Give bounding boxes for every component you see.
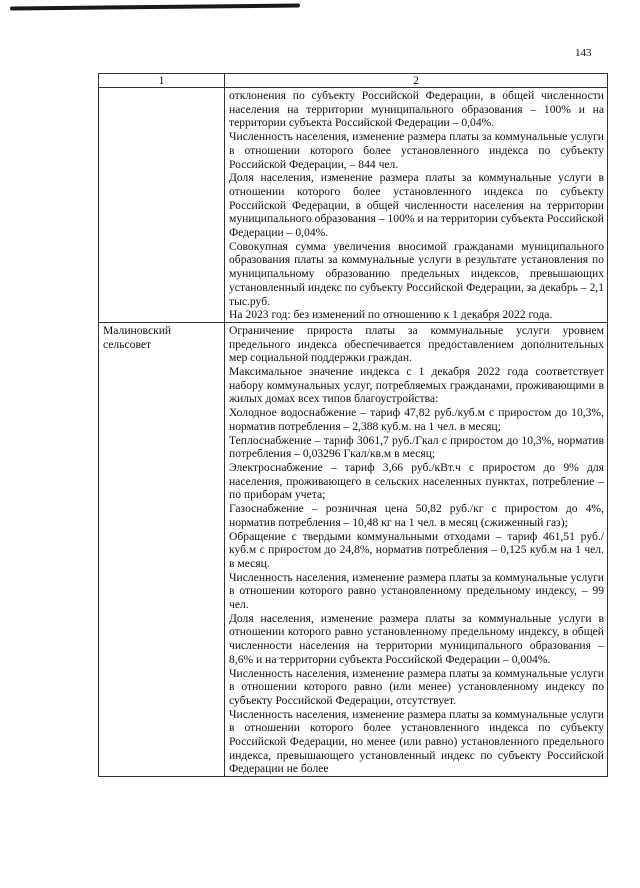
column-header: 2	[225, 74, 608, 88]
paragraph: Электроснабжение – тариф 3,66 руб./кВт.ч с приростом до 9% для населения, проживающего в сельских населенных пунктах, потребление – по приборам учета;	[229, 460, 604, 502]
paragraph: Газоснабжение – розничная цена 50,82 руб./кг с приростом до 4%, норматив потребления – 10,48 кг на 1 чел. в месяц (сжиженный газ);	[229, 502, 604, 529]
paragraph: Численность населения, изменение размера платы за коммунальные услуги в отношении которого равно установленному предельному индексу, – 99 чел.	[229, 570, 604, 612]
paragraph: Холодное водоснабжение – тариф 47,82 руб./куб.м с приростом до 10,3%, норматив потребления – 2,388 куб.м. на 1 чел. в месяц;	[229, 406, 604, 433]
document-table	[98, 73, 608, 777]
table-header-row	[99, 74, 608, 88]
paragraph: Доля населения, изменение размера платы за коммунальные услуги в отношении которого равно установленному предельному индексу, в общей численности населения на территории муниципального образования – 8,6% и на территории субъекта Российской Федерации – 0,004%.	[229, 611, 604, 666]
table-row	[99, 88, 608, 323]
description-cell	[225, 88, 608, 323]
paragraph: отклонения по субъекту Российской Федерации, в общей численности населения на территории муниципального образования – 100% и на территории субъекта Российской Федерации – 0,04%.	[229, 89, 604, 130]
table-row	[99, 322, 608, 776]
paragraph: Доля населения, изменение размера платы за коммунальные услуги в отношении которого более установленного индекса по субъекту Российской Федерации, в общей численности населения на территории муниципального образования – 100% и на территории субъекта Российской Федерации – 0,04%.	[229, 171, 604, 240]
scan-edge-artifact	[10, 3, 300, 10]
description-cell	[225, 322, 608, 776]
municipality-cell	[99, 88, 225, 323]
paragraph: Численность населения, изменение размера платы за коммунальные услуги в отношении которого равно (или менее) установленному индексу по субъекту Российской Федерации, отсутствует.	[229, 666, 604, 707]
paragraph: Обращение с твердыми коммунальными отходами – тариф 461,51 руб./куб.м с приростом до 24,8%, норматив потребления – 0,125 куб.м на 1 чел. в месяц.	[229, 529, 604, 570]
paragraph: Максимальное значение индекса с 1 декабря 2022 года соответствует набору коммунальных услуг, потребляемых гражданами, проживающими в жилых домах всех типов благоустройства:	[229, 365, 604, 406]
paragraph: Численность населения, изменение размера платы за коммунальные услуги в отношении которого более установленного индекса по субъекту Российской Федерации, – 844 чел.	[229, 130, 604, 171]
page-number: 143	[575, 47, 592, 59]
paragraph: Ограничение прироста платы за коммунальные услуги уровнем предельного индекса обеспечивается предоставлением дополнительных мер социальной поддержки граждан.	[229, 323, 604, 365]
municipality-cell: Малиновский сельсовет	[99, 322, 225, 776]
paragraph: Теплоснабжение – тариф 3061,7 руб./Гкал с приростом до 10,3%, норматив потребления – 0,03296 Гкал/кв.м в месяц;	[229, 433, 604, 461]
column-header: 1	[99, 74, 225, 88]
paragraph: На 2023 год: без изменений по отношению к 1 декабря 2022 года.	[229, 308, 553, 322]
paragraph: Численность населения, изменение размера платы за коммунальные услуги в отношении которого более установленного индекса по субъекту Российской Федерации, но менее (или равно) установленного предельного индекса, превышающего установленный индекс по субъекту Российской Федерации не более	[229, 707, 604, 776]
paragraph: Совокупная сумма увеличения вносимой гражданами муниципального образования платы за коммунальные услуги в результате установления по муниципальному образованию предельных индексов, превышающих установленный индекс по субъекту Российской Федерации, за декабрь – 2,1 тыс.руб.	[229, 239, 604, 308]
